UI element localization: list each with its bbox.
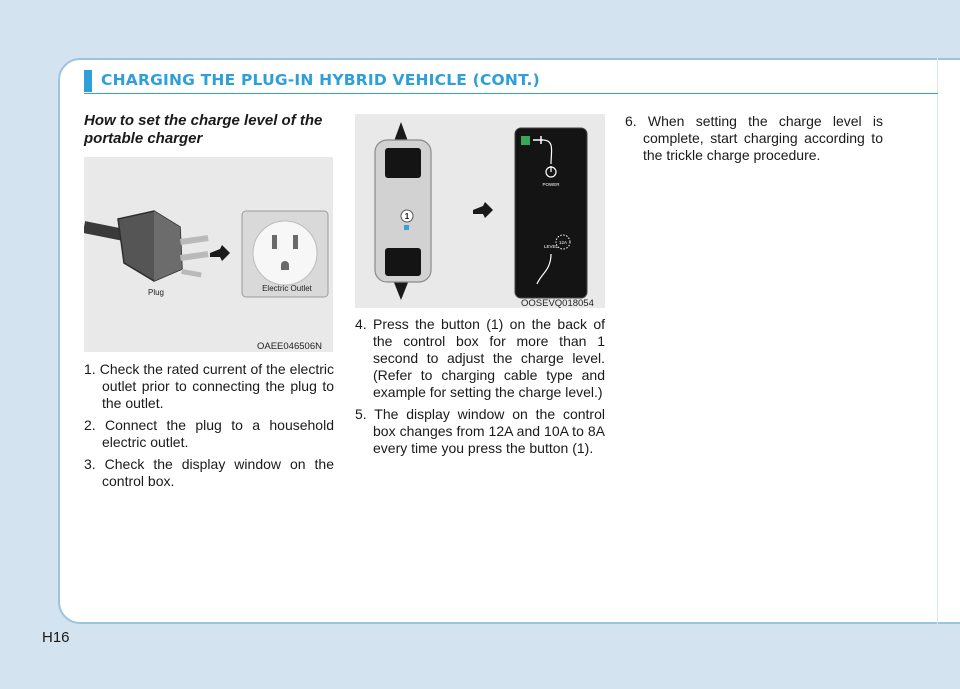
- steps-list: [625, 113, 883, 169]
- plug-outlet-illustration: [84, 157, 333, 352]
- section-heading: How to set the charge level of the portable charger: [84, 112, 323, 147]
- level-value: 12A: [558, 240, 568, 245]
- display-panel-icon: [515, 128, 587, 298]
- list-item: 4. Press the button (1) on the back of the control box for more than 1 second to adjust the charge level. (Refer to charging cable type and example for setting the charge level.): [355, 316, 605, 400]
- steps-list: [84, 361, 334, 495]
- cable-icon: [84, 227, 124, 235]
- power-label: POWER: [542, 182, 560, 187]
- list-item: 5. The display window on the control box changes from 12A and 10A to 8A every time you press the button (1).: [355, 406, 605, 456]
- list-item: 6. When setting the charge level is complete, start charging according to the trickle charge procedure.: [625, 113, 883, 163]
- panel-divider: [937, 58, 938, 624]
- list-item: 1. Check the rated current of the electric outlet prior to connecting the plug to the outlet.: [84, 361, 334, 411]
- page-title: CHARGING THE PLUG-IN HYBRID VEHICLE (CONT.): [101, 71, 540, 89]
- button-number: 1: [404, 212, 410, 221]
- steps-list: [355, 316, 605, 462]
- level-label: LEVEL: [543, 244, 559, 249]
- control-box-back-icon: [375, 140, 431, 282]
- outlet-label: Electric Outlet: [262, 284, 312, 293]
- list-item: 3. Check the display window on the control box.: [84, 456, 334, 489]
- figure-control-box: [355, 114, 605, 308]
- header-rule: [84, 93, 938, 94]
- figure-code: OAEE046506N: [257, 341, 322, 352]
- control-box-illustration: [355, 114, 605, 308]
- figure-code: OOSEVQ018054: [521, 298, 594, 309]
- figure-plug-outlet: [84, 157, 333, 352]
- header-accent-bar: [84, 70, 92, 92]
- list-item: 2. Connect the plug to a household electric outlet.: [84, 417, 334, 450]
- page-number: H16: [42, 629, 70, 646]
- plug-label: Plug: [147, 288, 165, 297]
